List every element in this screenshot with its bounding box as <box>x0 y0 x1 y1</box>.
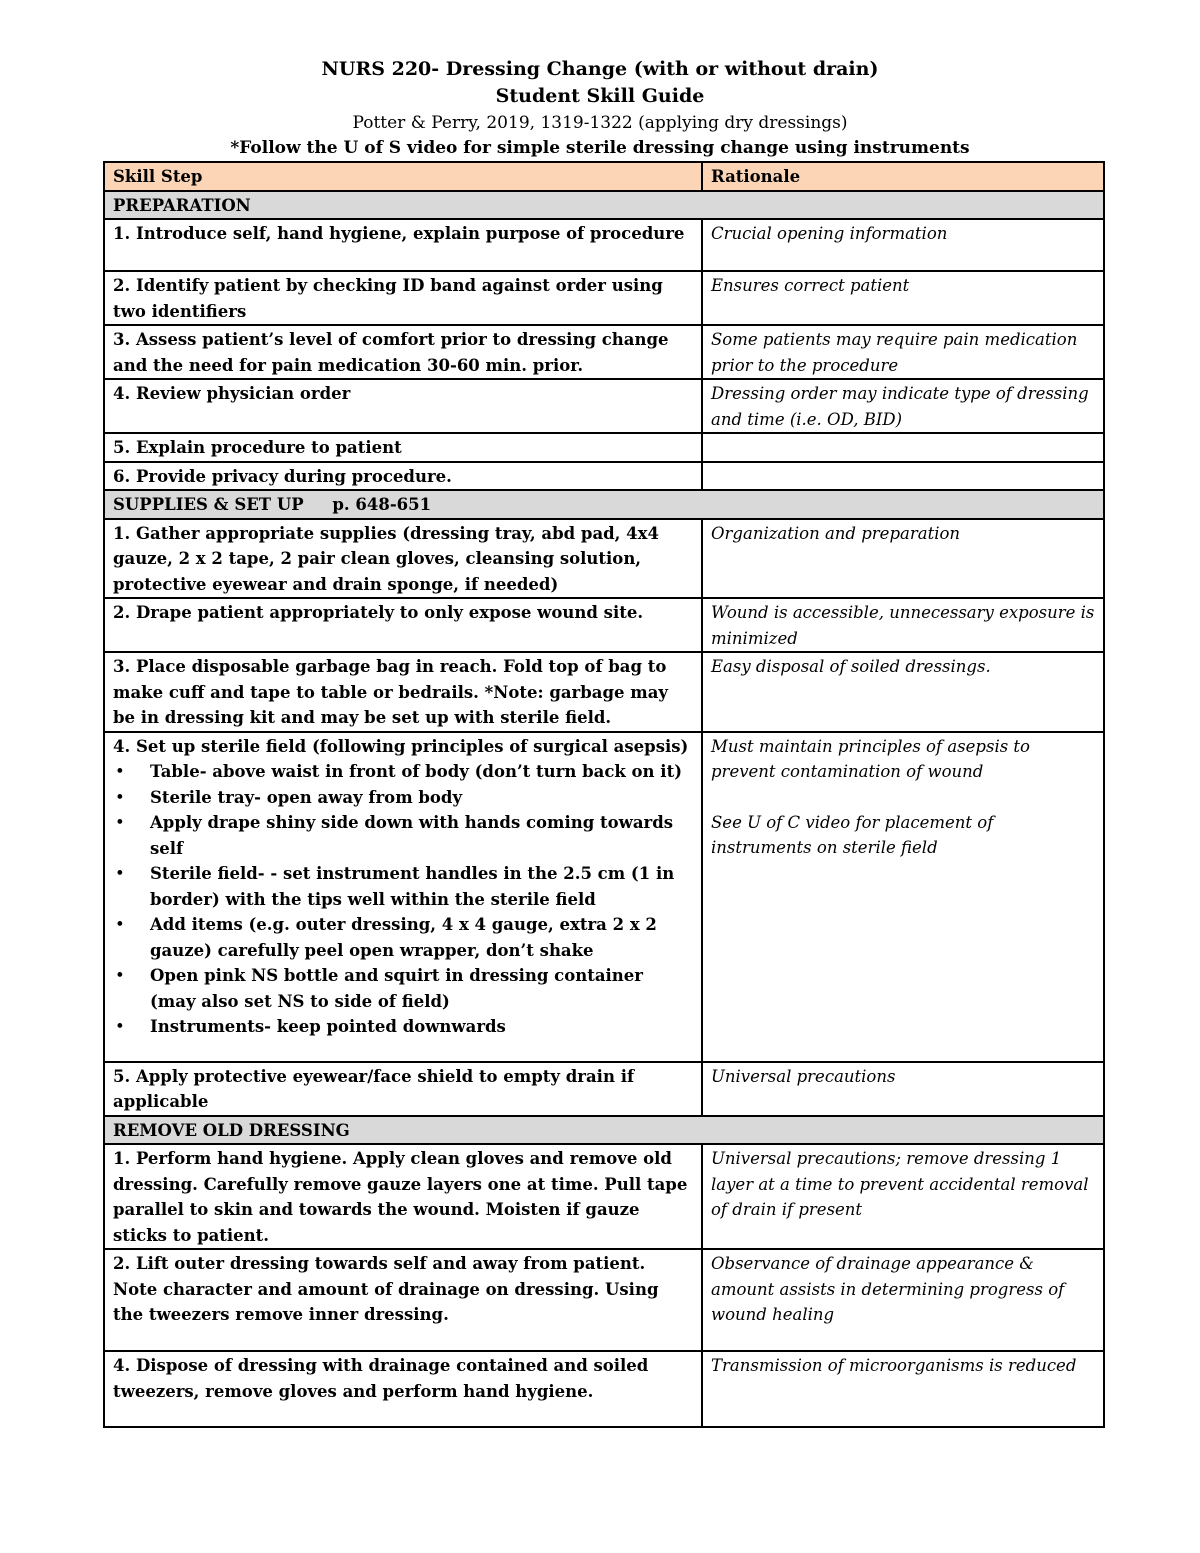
skill-step: 4. Dispose of dressing with drainage contained and soiled tweezers, remove gloves and perform hand hygiene. <box>104 1351 702 1427</box>
table-row <box>104 1062 1104 1116</box>
skill-step: 4. Set up sterile field (following principles of surgical asepsis) <box>113 736 689 756</box>
list-item: • Add items (e.g. outer dressing, 4 x 4 gauge, extra 2 x 2 gauze) carefully peel open wrapper, don’t shake <box>113 912 693 963</box>
table-row <box>104 732 1104 1062</box>
skill-step: 5. Explain procedure to patient <box>104 433 702 462</box>
table-row <box>104 652 1104 732</box>
document-title: NURS 220- Dressing Change (with or without drain) <box>321 58 879 80</box>
rationale: Easy disposal of soiled dressings. <box>702 652 1104 732</box>
table-row <box>104 1351 1104 1427</box>
document-header <box>0 56 1200 160</box>
table-row <box>104 271 1104 325</box>
table-row <box>104 1144 1104 1249</box>
table-row <box>104 219 1104 271</box>
table-row <box>104 325 1104 379</box>
skill-step: 4. Review physician order <box>104 379 702 433</box>
section-title-supplies: SUPPLIES & SET UP p. 648-651 <box>104 490 1104 519</box>
rationale-extra: See U of C video for placement of instruments on sterile field <box>711 812 994 857</box>
skill-step: 3. Place disposable garbage bag in reach. Fold top of bag to make cuff and tape to table or bedrails. *Note: garbage may be in dressing kit and may be set up with sterile field. <box>104 652 702 732</box>
section-row <box>104 191 1104 220</box>
table-row <box>104 519 1104 599</box>
rationale-cell <box>702 732 1104 1062</box>
rationale: Observance of drainage appearance & amount assists in determining progress of wound healing <box>702 1249 1104 1351</box>
rationale: Dressing order may indicate type of dressing and time (i.e. OD, BID) <box>702 379 1104 433</box>
section-title-preparation: PREPARATION <box>104 191 1104 220</box>
skill-step: 5. Apply protective eyewear/face shield to empty drain if applicable <box>104 1062 702 1116</box>
list-item: • Sterile tray- open away from body <box>113 785 693 811</box>
skill-step-cell <box>104 732 702 1062</box>
section-row <box>104 490 1104 519</box>
skill-step: 2. Drape patient appropriately to only expose wound site. <box>104 598 702 652</box>
bullet-list <box>113 759 693 1040</box>
rationale: Some patients may require pain medication prior to the procedure <box>702 325 1104 379</box>
rationale: Must maintain principles of asepsis to prevent contamination of wound <box>711 736 1030 781</box>
list-item: • Instruments- keep pointed downwards <box>113 1014 693 1040</box>
skill-step: 1. Perform hand hygiene. Apply clean gloves and remove old dressing. Carefully remove gauze layers one at time. Pull tape parallel to skin and towards the wound. Moisten if gauze sticks to patient. <box>104 1144 702 1249</box>
list-item: • Open pink NS bottle and squirt in dressing container (may also set NS to side of field) <box>113 963 693 1014</box>
skill-step: 6. Provide privacy during procedure. <box>104 462 702 491</box>
table-row <box>104 598 1104 652</box>
skill-step: 2. Lift outer dressing towards self and away from patient. Note character and amount of drainage on dressing. Using the tweezers remove inner dressing. <box>104 1249 702 1351</box>
rationale: Ensures correct patient <box>702 271 1104 325</box>
list-item: • Table- above waist in front of body (don’t turn back on it) <box>113 759 693 785</box>
table-row <box>104 462 1104 491</box>
table-header-row <box>104 162 1104 191</box>
rationale <box>702 433 1104 462</box>
document-subtitle: Student Skill Guide <box>495 85 705 107</box>
video-note: *Follow the U of S video for simple sterile dressing change using instruments <box>230 138 970 158</box>
rationale: Organization and preparation <box>702 519 1104 599</box>
table-row <box>104 433 1104 462</box>
rationale: Crucial opening information <box>702 219 1104 271</box>
skill-step: 1. Introduce self, hand hygiene, explain purpose of procedure <box>104 219 702 271</box>
column-header-skill-step: Skill Step <box>104 162 702 191</box>
skill-step: 1. Gather appropriate supplies (dressing tray, abd pad, 4x4 gauze, 2 x 2 tape, 2 pair clean gloves, cleansing solution, protective eyewear and drain sponge, if needed) <box>104 519 702 599</box>
section-title-remove-old-dressing: REMOVE OLD DRESSING <box>104 1116 1104 1145</box>
skill-table <box>103 161 1105 1428</box>
reference-line: Potter & Perry, 2019, 1319-1322 (applying dry dressings) <box>352 113 848 133</box>
skill-step: 2. Identify patient by checking ID band against order using two identifiers <box>104 271 702 325</box>
section-row <box>104 1116 1104 1145</box>
skill-step: 3. Assess patient’s level of comfort prior to dressing change and the need for pain medication 30-60 min. prior. <box>104 325 702 379</box>
list-item: • Sterile field- - set instrument handles in the 2.5 cm (1 in border) with the tips well within the sterile field <box>113 861 693 912</box>
list-item: • Apply drape shiny side down with hands coming towards self <box>113 810 693 861</box>
rationale: Universal precautions <box>702 1062 1104 1116</box>
table-row <box>104 379 1104 433</box>
rationale: Wound is accessible, unnecessary exposure is minimized <box>702 598 1104 652</box>
rationale: Universal precautions; remove dressing 1 layer at a time to prevent accidental removal of drain if present <box>702 1144 1104 1249</box>
table-row <box>104 1249 1104 1351</box>
rationale <box>702 462 1104 491</box>
column-header-rationale: Rationale <box>702 162 1104 191</box>
rationale: Transmission of microorganisms is reduced <box>702 1351 1104 1427</box>
